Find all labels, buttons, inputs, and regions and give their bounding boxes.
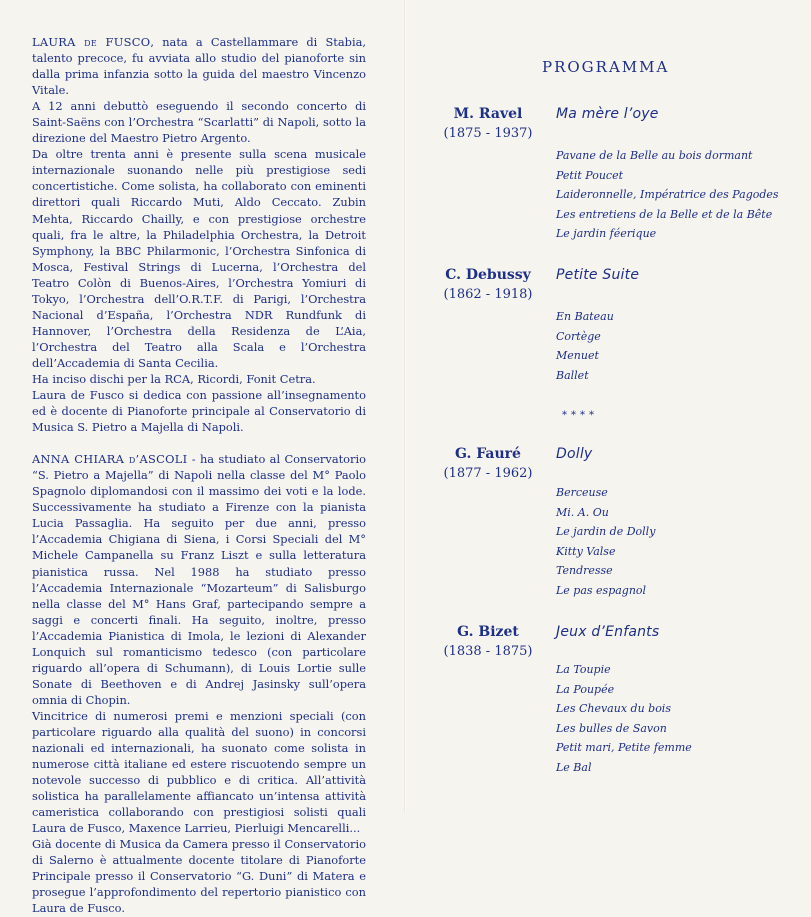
composer-block: [430, 104, 546, 144]
bio-anna-chiara-dascoli: [32, 451, 366, 916]
bio-paragraph: Da oltre trenta anni è presente sulla scena musicale internazionale suonando nelle più prestigiose sedi concertistiche. Come solista, ha collaborato con eminenti direttori quali Riccardo Muti, Aldo Ceccato. Zubin Mehta, Riccardo Chailly, e con prestigiose orchestre quali, fra le altre, la Philadelphia Orchestra, la Detroit Symphony, la BBC Philarmonic, l’Orchestra Sinfonica di Mosca, Festival Strings di Lucerna, l’Orchestra del Teatro Colòn di Buenos-Aires, l’Orchestra Yomiuri di Tokyo, l’Orchestra dell’O.R.T.F. di Parigi, l’Orchestra Nacional d’España, l’Orchestra NDR Rundfunk di Hannover, l’Orchestra della Residenza de L’Aia, l’Orchestra del Teatro alla Scala e l’Orchestra dell’Accademia di Santa Cecilia.: [32, 147, 366, 370]
movement-item: Les entretiens de la Belle et de la Bête: [556, 207, 773, 221]
movement-item: La Toupie: [556, 663, 611, 676]
movement-item: Les Chevaux du bois: [556, 702, 671, 715]
programme-title: PROGRAMMA: [542, 58, 670, 76]
bio-paragraph: [32, 451, 366, 708]
movement-item: La Poupée: [556, 682, 615, 696]
bio-paragraph: Già docente di Musica da Camera presso il Conservatorio di Salerno è attualmente docente titolare di Pianoforte Principale presso il Conservatorio “G. Duni” di Matera e prosegue l’approfondimento del repertorio pianistico con Laura de Fusco.: [32, 837, 366, 916]
bio-text: - ha studiato al Conservatorio “S. Pietro a Majella” di Napoli nella classe del M° Paolo Spagnolo diplomandosi con il massimo dei voti e la lode. Successivamente ha studiato a Firenze con la pianista Lucia Passaglia. Ha seguito per due anni, presso l’Accademia Chigiana di Siena, i Corsi Speciali del M° Michele Campanella su Franz Liszt e sulla letteratura pianistica russa. Nel 1988 ha studiato presso l’Accademia Internazionale “Mozarteum” di Salisburgo nella classe del M° Hans Graf, partecipando sempre a saggi e concerti finali. Ha seguito, inoltre, presso l’Accademia Pianistica di Imola, le lezioni di Alexander Lonquich sul romanticismo tedesco (con particolare riguardo all’opera di Schumann), di Louis Lortie sulle Sonate di Beethoven e di Andrej Jasinsky sull’opera omnia di Chopin.: [32, 452, 366, 707]
bio-paragraph: Vincitrice di numerosi premi e menzioni speciali (con particolare riguardo alla qualità del suono) in concorsi nazionali ed internazionali, ha suonato come solista in numerose città italiane ed estere riscuotendo sempre un notevole successo di pubblico e di critica. All’attività solistica ha parallelamente affiancato un’intensa attività cameristica collaborando con prestigiosi solisti quali Laura de Fusco, Maxence Larrieu, Pierluigi Mencarelli...: [32, 708, 366, 836]
work-title: Dolly: [556, 446, 593, 462]
movement-item: Ballet: [556, 368, 589, 382]
section-separator: * * * *: [562, 410, 595, 421]
movement-item: Berceuse: [556, 486, 608, 499]
movement-item: Pavane de la Belle au bois dormant: [556, 149, 753, 162]
movement-item: Le Bal: [556, 760, 592, 774]
performer-name: LAURA de FUSCO: [32, 35, 151, 49]
composer-block: [430, 265, 546, 305]
composer-name: C. Debussy: [445, 267, 531, 283]
movement-item: Le jardin de Dolly: [556, 525, 656, 538]
movement-item: Le jardin féerique: [556, 227, 657, 240]
bio-text: , nata a Castellammare di Stabia, talento precoce, fu avviata allo studio del pianoforte sin dalla prima infanzia sotto la guida del maestro Vincenzo Vitale.: [32, 35, 367, 98]
bio-paragraph: [32, 34, 366, 98]
composer-years: (1838 - 1875): [443, 644, 533, 659]
bio-laura-de-fusco: [32, 34, 366, 435]
movement-item: Le pas espagnol: [556, 583, 647, 597]
performer-name: ANNA CHIARA d’ASCOLI: [32, 452, 188, 467]
movement-item: Kitty Valse: [556, 544, 616, 558]
movement-item: Mi. A. Ou: [556, 505, 609, 519]
bio-paragraph: A 12 anni debuttò eseguendo il secondo concerto di Saint-Saëns con l’Orchestra “Scarlatti” di Napoli, sotto la direzione del Maestro Pietro Argento.: [32, 99, 366, 146]
composer-block: [430, 622, 546, 662]
movement-item: Cortège: [556, 329, 601, 343]
movement-list: [556, 146, 779, 244]
composer-years: (1862 - 1918): [443, 287, 533, 302]
work-title: Ma mère l’oye: [556, 106, 659, 122]
movement-list: [556, 483, 655, 600]
movement-item: Menuet: [556, 349, 599, 362]
movement-item: Les bulles de Savon: [556, 721, 667, 735]
work-title: Petite Suite: [556, 267, 640, 283]
movement-list: [556, 307, 614, 385]
bio-paragraph: Ha inciso dischi per la RCA, Ricordi, Fonit Cetra.: [32, 371, 316, 386]
composer-name: M. Ravel: [453, 106, 523, 122]
composer-block: [430, 444, 546, 484]
page-fold: [404, 0, 406, 813]
movement-item: En Bateau: [556, 310, 614, 323]
composer-name: G. Bizet: [457, 624, 519, 640]
composer-name: G. Fauré: [455, 446, 521, 462]
movement-item: Tendresse: [556, 564, 613, 577]
composer-years: (1875 - 1937): [443, 126, 533, 141]
movement-item: Laideronnelle, Impératrice des Pagodes: [556, 188, 779, 201]
movement-list: [556, 660, 692, 777]
bio-paragraph: Laura de Fusco si dedica con passione all’insegnamento ed è docente di Pianoforte principale al Conservatorio di Musica S. Pietro a Majella di Napoli.: [32, 388, 366, 435]
movement-item: Petit mari, Petite femme: [556, 741, 692, 754]
composer-years: (1877 - 1962): [443, 466, 533, 481]
biographies-column: [32, 34, 366, 917]
work-title: Jeux d’Enfants: [556, 624, 660, 640]
movement-item: Petit Poucet: [556, 168, 624, 182]
